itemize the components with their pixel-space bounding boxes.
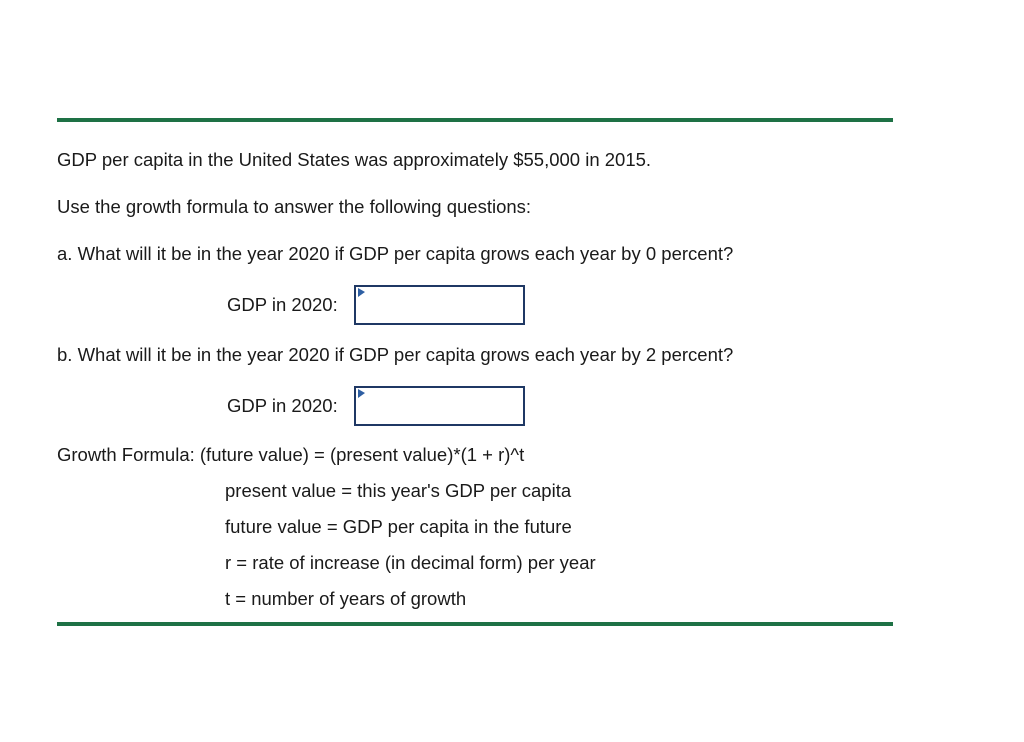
document-content — [57, 118, 893, 626]
growth-formula-definitions — [57, 480, 893, 610]
question-b-answer-field[interactable] — [354, 386, 525, 426]
growth-formula-heading: Growth Formula: (future value) = (present value)*(1 + r)^t — [57, 443, 525, 465]
formula-definition-item: r = rate of increase (in decimal form) per year — [225, 551, 596, 573]
intro-text: GDP per capita in the United States was approximately $55,000 in 2015. — [57, 149, 652, 170]
bottom-rule — [57, 622, 893, 626]
text-cursor-icon — [358, 389, 365, 398]
document-body — [57, 122, 893, 610]
instruction-text: Use the growth formula to answer the following questions: — [57, 195, 532, 217]
question-a-answer-field[interactable] — [354, 285, 525, 325]
question-b-prompt: b. What will it be in the year 2020 if GDP per capita grows each year by 2 percent? — [57, 343, 734, 365]
question-a-prompt: a. What will it be in the year 2020 if GDP per capita grows each year by 0 percent? — [57, 242, 734, 264]
text-cursor-icon — [358, 288, 365, 297]
formula-definition-item: future value = GDP per capita in the future — [225, 515, 572, 537]
formula-definition-item: present value = this year's GDP per capita — [225, 479, 572, 501]
question-a-answer-label: GDP in 2020: — [227, 293, 338, 315]
formula-definition-item: t = number of years of growth — [225, 587, 467, 609]
question-a-answer-row — [57, 285, 893, 325]
question-b-answer-label: GDP in 2020: — [227, 394, 338, 416]
question-b-answer-row — [57, 386, 893, 426]
